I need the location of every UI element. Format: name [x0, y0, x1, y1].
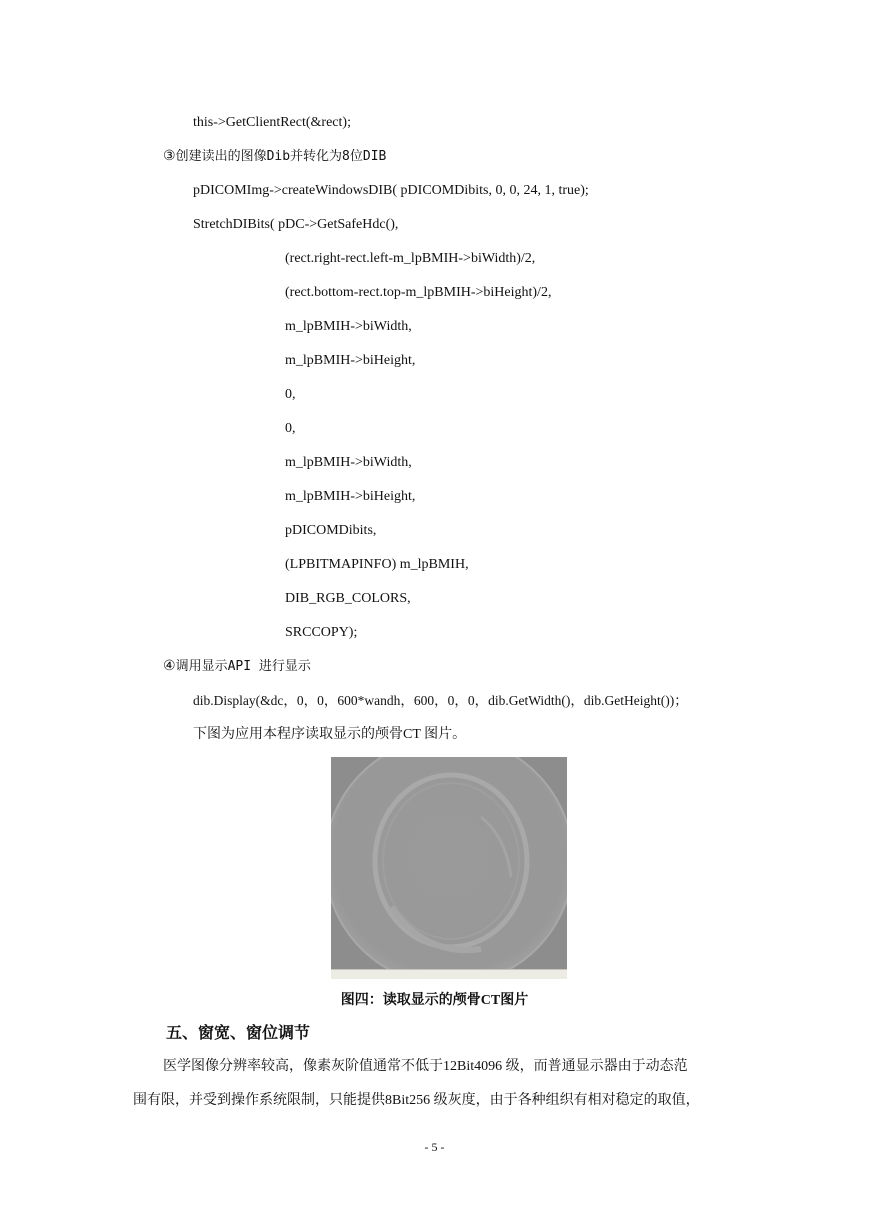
page-number: - 5 - [424, 1140, 445, 1154]
code-arg: m_lpBMIH->biWidth, [285, 319, 412, 334]
code-line-stretch-dibits: StretchDIBits( pDC->GetSafeHdc(), [193, 217, 399, 232]
code-arg: 0, [285, 421, 296, 436]
skull-ct-image [331, 757, 567, 979]
section-heading: 五、窗宽、窗位调节 [166, 1025, 311, 1042]
figure-caption: 图四：读取显示的颅骨CT图片 [340, 993, 529, 1008]
code-arg: pDICOMDibits, [285, 523, 377, 538]
paragraph-line-1: 医学图像分辨率较高，像素灰阶值通常不低于12Bit4096 级，而普通显示器由于动态范 [163, 1059, 688, 1074]
code-arg: SRCCOPY); [285, 625, 358, 640]
code-arg: m_lpBMIH->biHeight, [285, 489, 416, 504]
code-arg: (LPBITMAPINFO) m_lpBMIH, [285, 557, 469, 572]
step-3-text: 创建读出的图像Dib并转化为8位DIB [175, 149, 387, 164]
image-status-bar [331, 969, 567, 979]
code-arg: (rect.bottom-rect.top-m_lpBMIH->biHeight)/2, [285, 285, 552, 300]
step-4-heading [163, 658, 311, 676]
figure-intro-text: 下图为应用本程序读取显示的颅骨CT 图片。 [193, 727, 467, 742]
step-3-heading [163, 148, 386, 166]
code-arg: m_lpBMIH->biWidth, [285, 455, 412, 470]
step-4-number: ④ [163, 659, 176, 674]
code-line-display: dib.Display(&dc，0，0，600*wandh，600，0，0，dib.GetWidth()，dib.GetHeight())； [193, 693, 688, 708]
code-line-create-dib: pDICOMImg->createWindowsDIB( pDICOMDibits, 0, 0, 24, 1, true); [193, 183, 589, 198]
skull-ct-drawing [331, 757, 567, 979]
code-arg: (rect.right-rect.left-m_lpBMIH->biWidth)/2, [285, 251, 536, 266]
code-line-get-client-rect: this->GetClientRect(&rect); [193, 115, 351, 130]
code-arg: 0, [285, 387, 296, 402]
code-arg: DIB_RGB_COLORS, [285, 591, 411, 606]
step-3-number: ③ [163, 149, 176, 164]
paragraph-line-2: 围有限，并受到操作系统限制，只能提供8Bit256 级灰度，由于各种组织有相对稳定的取值， [133, 1093, 700, 1108]
step-4-text: 调用显示API 进行显示 [175, 659, 311, 674]
code-arg: m_lpBMIH->biHeight, [285, 353, 416, 368]
